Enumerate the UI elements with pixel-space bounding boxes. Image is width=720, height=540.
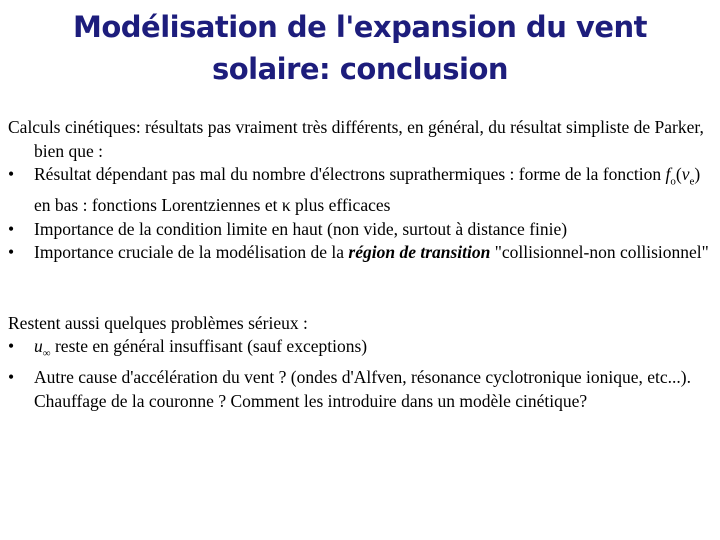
slide-body bbox=[8, 116, 714, 413]
v-subscript: e bbox=[689, 175, 695, 188]
f-subscript: o bbox=[670, 175, 676, 188]
paren-close: ) bbox=[694, 164, 701, 184]
bullet-text: reste en général insuffisant (sauf exceptions) bbox=[50, 336, 368, 356]
bullet-text: Importance de la condition limite en haut (non vide, surtout à distance finie) bbox=[34, 218, 568, 239]
slide-title-line-1: Modélisation de l'expansion du vent bbox=[72, 10, 648, 44]
bullet-marker: • bbox=[8, 336, 15, 356]
bullet-text-continued: en bas : fonctions Lorentziennes et κ plus efficaces bbox=[34, 195, 391, 215]
u-symbol: u bbox=[34, 336, 43, 356]
bullet-item bbox=[8, 241, 714, 265]
u-subscript-infinity: ∞ bbox=[42, 347, 51, 360]
v-symbol: v bbox=[681, 164, 690, 184]
bullet-marker: • bbox=[8, 164, 15, 184]
emphasized-term: région de transition bbox=[348, 242, 491, 262]
bullet-item bbox=[8, 163, 714, 218]
f-symbol: f bbox=[665, 164, 671, 184]
bullet-item bbox=[8, 218, 714, 242]
bullet-item bbox=[8, 366, 714, 413]
bullet-text-continued: "collisionnel-non collisionnel" bbox=[490, 242, 709, 262]
section-spacer bbox=[8, 265, 714, 312]
slide-title bbox=[0, 6, 720, 90]
bullet-text: Autre cause d'accélération du vent ? (ondes d'Alfven, résonance cyclotronique ionique, etc...). Chauffage de la couronne ? Comment les introduire dans un modèle cinétique? bbox=[34, 367, 691, 411]
section-1-intro: Calculs cinétiques: résultats pas vraiment très différents, en général, du résultat simpliste de Parker, bien que : bbox=[8, 117, 704, 161]
bullet-text: Résultat dépendant pas mal du nombre d'électrons suprathermiques : forme de la fonction bbox=[34, 164, 666, 184]
section-2-intro: Restent aussi quelques problèmes sérieux : bbox=[8, 312, 308, 333]
bullet-text: Importance cruciale de la modélisation de la bbox=[34, 242, 349, 262]
bullet-item bbox=[8, 335, 714, 366]
bullet-marker: • bbox=[8, 367, 15, 387]
paren-open: ( bbox=[675, 164, 682, 184]
section-1-bullet-list bbox=[8, 163, 714, 265]
bullet-marker: • bbox=[8, 242, 15, 262]
section-2-bullet-list bbox=[8, 335, 714, 413]
slide-title-line-2: solaire: conclusion bbox=[211, 52, 509, 86]
bullet-marker: • bbox=[8, 218, 15, 239]
